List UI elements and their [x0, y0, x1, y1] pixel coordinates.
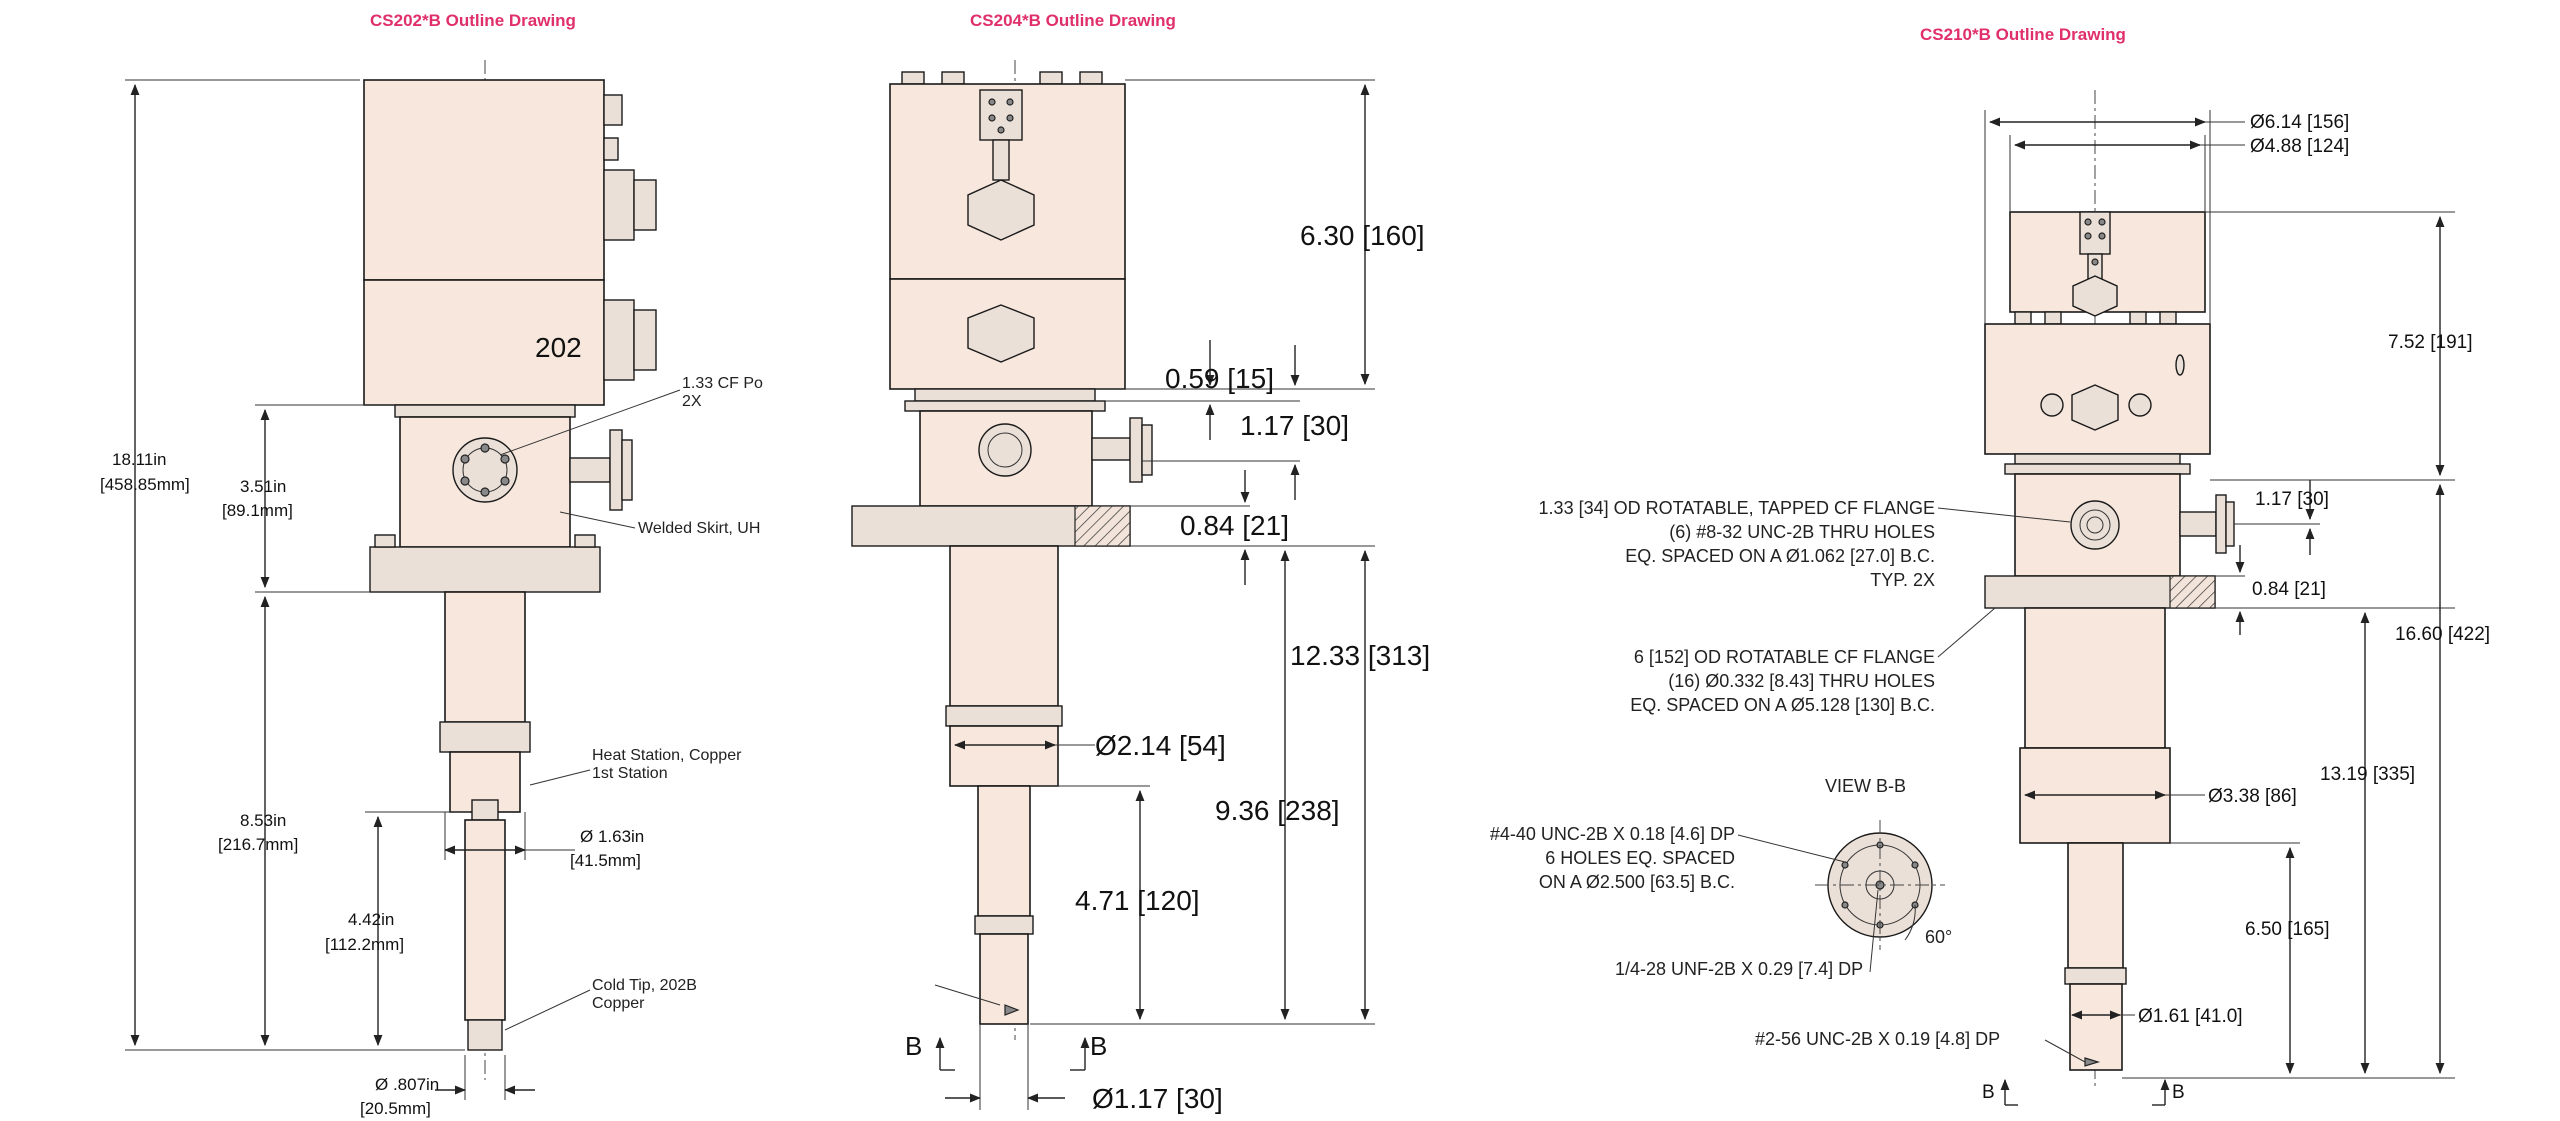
cold-finger	[2020, 608, 2170, 1070]
svg-text:8.53in: 8.53in	[240, 811, 287, 830]
svg-text:[112.2mm]: [112.2mm]	[325, 935, 405, 954]
svg-text:[458.85mm]: [458.85mm]	[100, 475, 190, 494]
svg-text:(6) #8-32 UNC-2B THRU HOLES: (6) #8-32 UNC-2B THRU HOLES	[1669, 522, 1935, 542]
svg-text:#4-40 UNC-2B X 0.18 [4.6] DP: #4-40 UNC-2B X 0.18 [4.6] DP	[1489, 824, 1735, 844]
svg-text:3.51in: 3.51in	[240, 477, 287, 496]
svg-text:Copper: Copper	[592, 995, 645, 1012]
svg-text:Heat Station, Copper: Heat Station, Copper	[592, 747, 742, 764]
svg-text:[20.5mm]: [20.5mm]	[360, 1099, 431, 1118]
section-marks-cs204b	[905, 1031, 1107, 1070]
svg-text:60°: 60°	[1925, 927, 1953, 947]
svg-text:TYP. 2X: TYP. 2X	[1870, 570, 1935, 590]
view-b-b	[1490, 776, 1952, 979]
svg-text:B: B	[1090, 1031, 1108, 1061]
svg-text:0.84 [21]: 0.84 [21]	[1180, 510, 1289, 541]
svg-text:6.50 [165]: 6.50 [165]	[2245, 919, 2330, 940]
svg-text:18.11in: 18.11in	[112, 450, 167, 469]
svg-text:(16) Ø0.332 [8.43] THRU HOLES: (16) Ø0.332 [8.43] THRU HOLES	[1668, 671, 1935, 691]
motor-housing	[890, 84, 1125, 389]
svg-text:Ø6.14 [156]: Ø6.14 [156]	[2250, 112, 2350, 133]
svg-text:1.33 CF Po: 1.33 CF Po	[682, 375, 763, 392]
svg-text:1.33 [34] OD ROTATABLE, TAPPED: 1.33 [34] OD ROTATABLE, TAPPED CF FLANGE	[1538, 498, 1935, 518]
svg-text:B: B	[905, 1031, 923, 1061]
svg-text:1.17 [30]: 1.17 [30]	[1240, 410, 1349, 441]
drawing-title: CS202*B Outline Drawing	[370, 11, 576, 30]
svg-text:2X: 2X	[682, 393, 702, 410]
svg-text:4.71 [120]: 4.71 [120]	[1075, 885, 1200, 916]
svg-text:Ø 1.63in: Ø 1.63in	[580, 827, 645, 846]
svg-text:ON A Ø2.500 [63.5] B.C.: ON A Ø2.500 [63.5] B.C.	[1538, 872, 1735, 892]
svg-text:7.52 [191]: 7.52 [191]	[2388, 332, 2473, 353]
vacuum-housing	[1985, 454, 2234, 608]
svg-text:[89.1mm]: [89.1mm]	[222, 501, 293, 520]
svg-text:Ø3.38 [86]: Ø3.38 [86]	[2208, 786, 2297, 807]
svg-text:[41.5mm]: [41.5mm]	[570, 851, 641, 870]
svg-text:0.84 [21]: 0.84 [21]	[2252, 579, 2326, 600]
svg-text:0.59 [15]: 0.59 [15]	[1165, 363, 1274, 394]
svg-text:1/4-28 UNF-2B X 0.29 [7.4] DP: 1/4-28 UNF-2B X 0.29 [7.4] DP	[1615, 959, 1864, 979]
motor-housing	[1985, 212, 2210, 454]
drawing-cs202b	[100, 11, 763, 1118]
svg-text:6 HOLES EQ. SPACED: 6 HOLES EQ. SPACED	[1545, 848, 1735, 868]
motor-housing	[364, 80, 656, 405]
svg-text:6 [152] OD ROTATABLE CF FLANGE: 6 [152] OD ROTATABLE CF FLANGE	[1633, 647, 1935, 667]
cold-finger	[946, 546, 1062, 1024]
drawing-title: CS210*B Outline Drawing	[1920, 25, 2126, 44]
svg-text:EQ. SPACED ON A Ø1.062 [27.0]: EQ. SPACED ON A Ø1.062 [27.0] B.C.	[1625, 546, 1935, 566]
drawing-title: CS204*B Outline Drawing	[970, 11, 1176, 30]
svg-text:12.33 [313]: 12.33 [313]	[1290, 640, 1431, 671]
svg-text:Ø .807in: Ø .807in	[375, 1075, 440, 1094]
svg-text:Cold Tip, 202B: Cold Tip, 202B	[592, 977, 697, 994]
drawing-cs204b	[852, 11, 1430, 1114]
svg-text:B: B	[2172, 1082, 2185, 1103]
section-marks-cs210b	[1982, 1080, 2185, 1105]
svg-text:EQ. SPACED ON A Ø5.128 [130] B: EQ. SPACED ON A Ø5.128 [130] B.C.	[1630, 695, 1935, 715]
tip-note	[1755, 1029, 2085, 1062]
cold-finger	[440, 592, 530, 1050]
svg-text:1st Station: 1st Station	[592, 765, 668, 782]
svg-text:Ø1.17 [30]: Ø1.17 [30]	[1092, 1083, 1223, 1114]
svg-text:16.60 [422]: 16.60 [422]	[2395, 624, 2491, 645]
svg-text:1.17 [30]: 1.17 [30]	[2255, 489, 2329, 510]
svg-text:13.19 [335]: 13.19 [335]	[2320, 764, 2416, 785]
svg-text:#2-56 UNC-2B X 0.19 [4.8] DP: #2-56 UNC-2B X 0.19 [4.8] DP	[1755, 1029, 2001, 1049]
svg-text:Ø1.61 [41.0]: Ø1.61 [41.0]	[2138, 1006, 2243, 1027]
svg-text:VIEW B-B: VIEW B-B	[1825, 776, 1907, 796]
svg-text:[216.7mm]: [216.7mm]	[218, 835, 299, 854]
vacuum-housing	[370, 405, 632, 592]
svg-text:6.30 [160]: 6.30 [160]	[1300, 220, 1425, 251]
vacuum-housing	[852, 389, 1152, 546]
svg-text:Welded Skirt, UH: Welded Skirt, UH	[638, 520, 761, 537]
svg-text:4.42in: 4.42in	[348, 910, 395, 929]
svg-text:Ø4.88 [124]: Ø4.88 [124]	[2250, 136, 2350, 157]
svg-text:B: B	[1982, 1082, 1995, 1103]
drawing-cs210b	[1490, 25, 2490, 1105]
body-label: 202	[535, 332, 582, 363]
svg-text:Ø2.14 [54]: Ø2.14 [54]	[1095, 730, 1226, 761]
svg-text:9.36 [238]: 9.36 [238]	[1215, 795, 1340, 826]
